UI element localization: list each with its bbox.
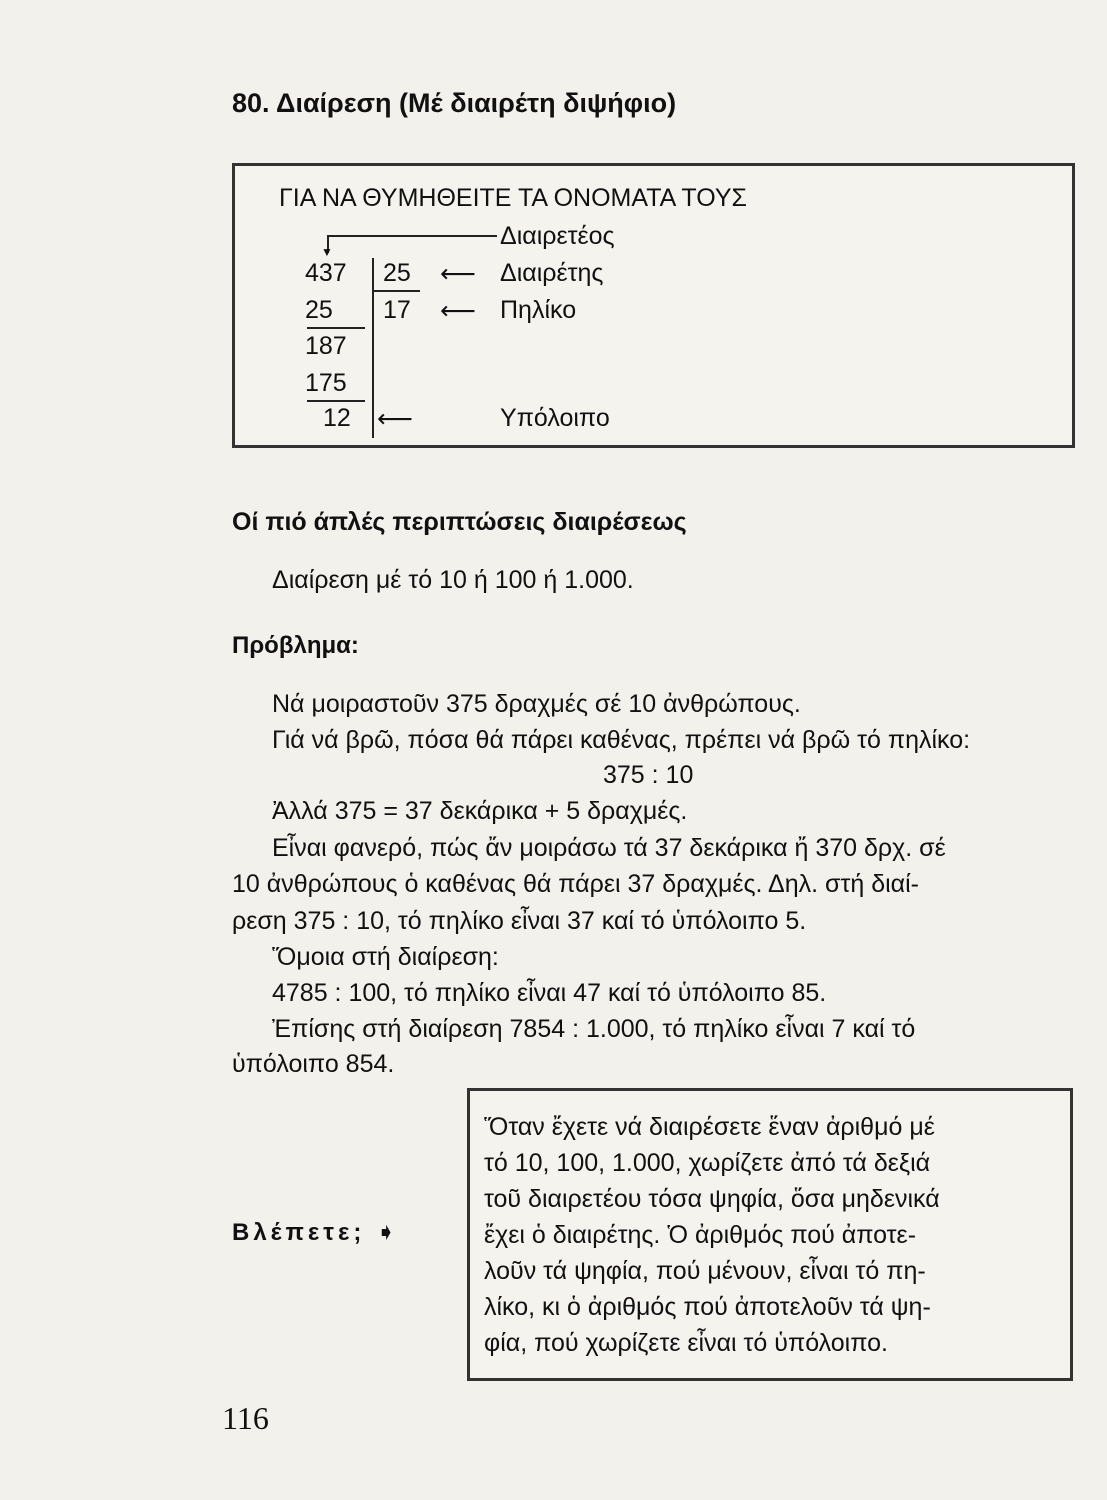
first-product: 25 xyxy=(305,296,333,324)
pointer-arrow-icon: ➧ xyxy=(376,1219,397,1246)
remainder-value: 12 xyxy=(323,404,351,432)
paragraph-line: Γιά νά βρῶ, πόσα θά πάρει καθένας, πρέπει νά βρῶ τό πηλίκο: xyxy=(272,726,971,754)
see-label xyxy=(232,1218,396,1247)
reminder-box xyxy=(232,163,1075,448)
dividend-pointer-arrowhead: ▼ xyxy=(321,245,333,259)
reminder-heading: ΓΙΑ ΝΑ ΘΥΜΗΘΕΙΤΕ ΤΑ ΟΝΟΜΑΤΑ ΤΟΥΣ xyxy=(279,184,747,212)
division-vertical-bar xyxy=(372,258,374,438)
paragraph-line: ὑπόλοιπο 854. xyxy=(232,1050,395,1078)
rule-box xyxy=(467,1088,1073,1381)
section-heading: Οί πιό άπλές περιπτώσεις διαιρέσεως xyxy=(232,508,687,536)
rule-line: λοῦν τά ψηφία, πού μένουν, εἶναι τό πη- xyxy=(484,1257,926,1285)
label-divisor: Διαιρέτης xyxy=(500,259,604,287)
paragraph-line: Ἀλλά 375 = 37 δεκάρικα + 5 δραχμές. xyxy=(272,797,688,825)
paragraph-line: Ἐπίσης στή διαίρεση 7854 : 1.000, τό πηλίκο εἶναι 7 καί τό xyxy=(272,1015,916,1043)
divisor-value: 25 xyxy=(383,259,411,287)
label-remainder: Υπόλοιπο xyxy=(500,404,610,432)
paragraph-line: 375 : 10 xyxy=(603,761,694,789)
arrow-remainder: ⟵ xyxy=(377,405,413,433)
quotient-value: 17 xyxy=(383,296,411,324)
dividend-pointer-horizontal xyxy=(327,235,497,237)
rule-line: ἔχει ὁ διαιρέτης. Ὁ ἀριθμός πού ἀποτε- xyxy=(484,1221,917,1249)
label-dividend: Διαιρετέος xyxy=(500,222,615,250)
subtraction-line-2 xyxy=(307,400,365,402)
rule-line: λίκο, κι ὁ ἀριθμός πού ἀποτελοῦν τά ψη- xyxy=(484,1293,931,1321)
problem-heading: Πρόβλημα: xyxy=(232,632,359,659)
page-title: 80. Διαίρεση (Μέ διαιρέτη διψήφιο) xyxy=(232,88,677,118)
subtraction-line-1 xyxy=(307,327,365,329)
section-subtitle: Διαίρεση μέ τό 10 ή 100 ή 1.000. xyxy=(272,566,634,594)
paragraph-line: Νά μοιραστοῦν 375 δραχμές σέ 10 ἀνθρώπους. xyxy=(272,690,801,718)
paragraph-line: 4785 : 100, τό πηλίκο εἶναι 47 καί τό ὑπόλοιπο 85. xyxy=(272,979,827,1007)
rule-line: φία, πού χωρίζετε εἶναι τό ὑπόλοιπο. xyxy=(484,1329,888,1357)
arrow-quotient: ⟵ xyxy=(440,297,476,325)
partial-dividend: 187 xyxy=(305,332,347,360)
paragraph-line: Εἶναι φανερό, πώς ἄν μοιράσω τά 37 δεκάρικα ἤ 370 δρχ. σέ xyxy=(272,834,946,862)
arrow-divisor: ⟵ xyxy=(440,260,476,288)
paragraph-line: Ὅμοια στή διαίρεση: xyxy=(272,943,499,971)
paragraph-line: 10 ἀνθρώπους ὁ καθένας θά πάρει 37 δραχμές. Δηλ. στή διαί- xyxy=(232,870,919,898)
divisor-underline xyxy=(372,290,420,292)
rule-line: τοῦ διαιρετέου τόσα ψηφία, ὅσα μηδενικά xyxy=(484,1185,940,1213)
rule-line: τό 10, 100, 1.000, χωρίζετε ἀπό τά δεξιά xyxy=(484,1149,931,1177)
see-label-text: Βλέπετε; xyxy=(232,1219,366,1246)
second-product: 175 xyxy=(305,369,347,397)
paragraph-line: ρεση 375 : 10, τό πηλίκο εἶναι 37 καί τό ὑπόλοιπο 5. xyxy=(232,907,807,935)
page-number: 116 xyxy=(222,1400,269,1436)
rule-line: Ὅταν ἔχετε νά διαιρέσετε ἕναν ἀριθμό μέ xyxy=(484,1113,935,1141)
dividend-value: 437 xyxy=(305,259,347,287)
label-quotient: Πηλίκο xyxy=(500,296,577,324)
